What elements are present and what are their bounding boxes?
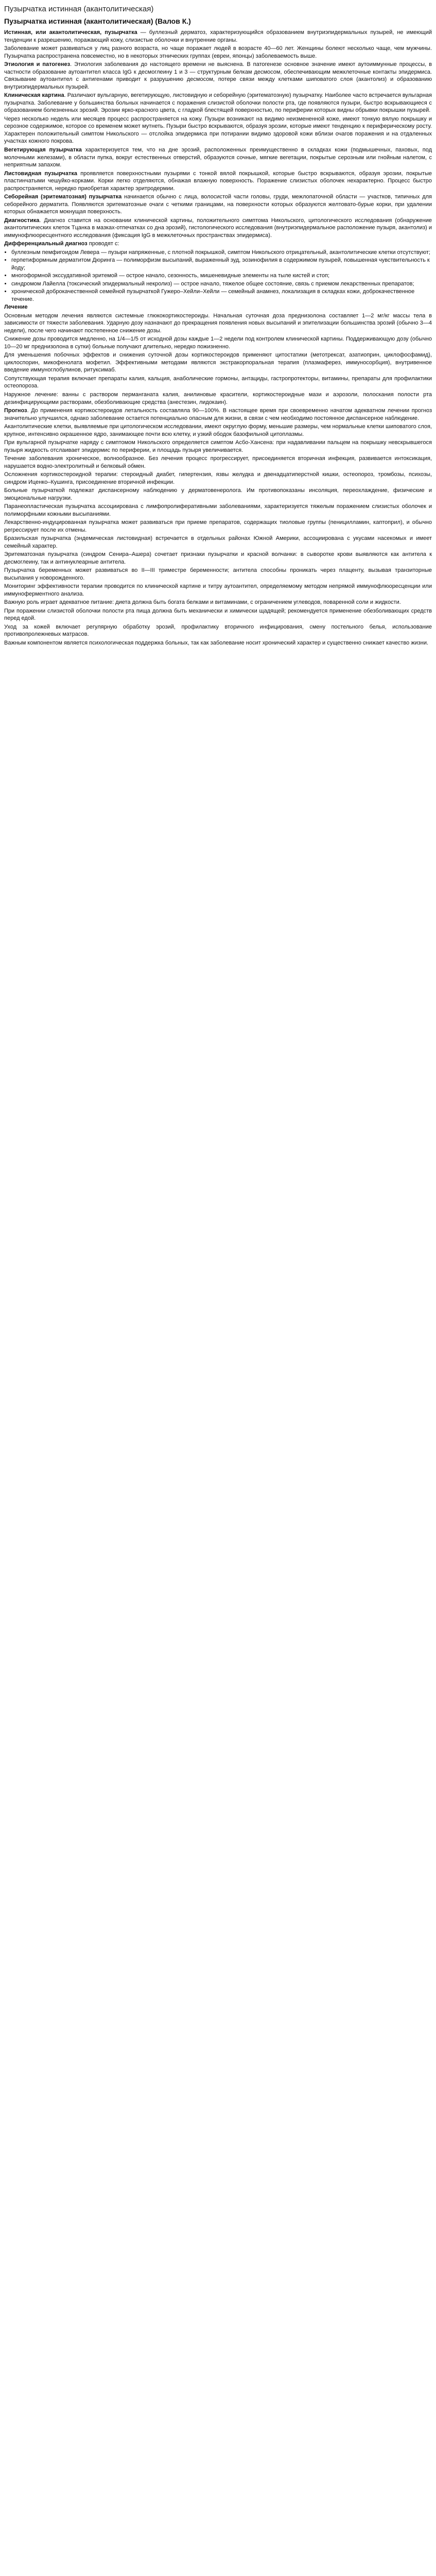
paragraph (4, 61, 432, 91)
diagnosis-heading: Диагностика (4, 217, 40, 224)
additional-paragraph: Течение заболевания хроническое, волнообразное. Без лечения процесс прогрессирует, присоединяется вторичная инфекция, развивается интоксикация, нарушается водно-электролитный и белковый обмен. (4, 455, 432, 469)
diagnosis-paragraph (4, 217, 432, 240)
document-page (0, 0, 436, 653)
paragraph-heading: Листовидная пузырчатка (4, 170, 77, 177)
additional-paragraph: Мониторинг эффективности терапии проводится по клинической картине и титру аутоантител, определяемому методом непрямой иммунофлюоресценции или иммуноферментного анализа. (4, 583, 432, 597)
additional-paragraph: Важную роль играет адекватное питание: диета должна быть богата белками и витаминами, с ограничением углеводов, поваренной соли и жидкости. (4, 599, 401, 606)
paragraph (4, 146, 432, 169)
paragraph-text: характеризуется тем, что на дне эрозий, расположенных преимущественно в складках кожи (подмышечных, паховых, под молочными железами), в области пупка, вокруг естественных отверстий, образуются сочные, мягкие вегетации, покрытые серозным или гнойным налетом, с неприятным запахом. (4, 147, 432, 168)
additional-paragraph: Паранеопластическая пузырчатка ассоциирована с лимфопролиферативными заболеваниями, характеризуется тяжелым поражением слизистых оболочек и полиморфными кожными высыпаниями. (4, 503, 432, 517)
additional-paragraph: Лекарственно-индуцированная пузырчатка может развиваться при приеме препаратов, содержащих тиоловые группы (пеницилламин, каптоприл), и обычно регрессирует после их отмены. (4, 519, 432, 533)
treatment-paragraph: Наружное лечение: ванны с раствором перманганата калия, анилиновые красители, кортикостероидные мази и аэрозоли, полоскания полости рта дезинфицирующими растворами, обезболивающие средства (анестезин, лидокаин). (4, 391, 432, 405)
paragraph-text: — буллезный дерматоз, характеризующийся образованием внутриэпидермальных пузырей, не имеющий тенденции к разрешению, поражающий кожу, слизистые оболочки и внутренние органы. (4, 29, 432, 43)
differential-paragraph (4, 240, 432, 248)
prognosis-text: . До применения кортикостероидов летальность составляла 90—100%. В настоящее время при своевременно начатом адекватном лечении прогноз значительно улучшился, однако заболевание остается потенциально опасным для жизни, в связи с чем необходимо постоянное диспансерное наблюдение. (4, 408, 432, 421)
additional-paragraph: Больные пузырчаткой подлежат диспансерному наблюдению у дерматовенеролога. Им противопоказаны инсоляция, переохлаждение, физические и эмоциональные нагрузки. (4, 487, 432, 501)
paragraph (4, 115, 432, 145)
differential-intro: проводят с: (87, 241, 119, 247)
paragraph-text: . Различают вульгарную, вегетирующую, листовидную и себорейную (эритематозную) пузырчатку. Наиболее часто встречается вульгарная пузырчатка. Заболевание у большинства больных начинается с поражения слизистой оболочки полости рта, где появляются пузыри, быстро вскрывающиеся с образованием болезненных эрозий. Эрозии ярко-красного цвета, с гладкой блестящей поверхностью, по периферии которых видны обрывки покрышки пузырей. (4, 92, 432, 114)
differential-list (4, 249, 432, 303)
list-item: • синдромом Лайелла (токсический эпидермальный некролиз) — острое начало, тяжелое общее состояние, связь с приемом лекарственных препаратов; (11, 280, 432, 288)
document-heading: Пузырчатка истинная (акантолитическая) (Валов К.) (4, 16, 191, 25)
list-item: • многоформной экссудативной эритемой — острое начало, сезонность, мишеневидные элементы на тыле кистей и стоп; (11, 272, 432, 280)
paragraph (4, 29, 432, 44)
additional-paragraph: При вульгарной пузырчатке наряду с симптомом Никольского определяется симптом Асбо-Хансена: при надавливании пальцем на покрышку невскрывшегося пузыря жидкость отслаивает эпидермис по периферии, и площадь пузыря увеличивается. (4, 439, 432, 453)
additional-paragraph: Эритематозная пузырчатка (синдром Сенира–Ашера) сочетает признаки пузырчатки и красной волчанки: в сыворотке крови выявляются как антитела к десмоглеину, так и антинуклеарные антитела. (4, 551, 432, 565)
additional-paragraph: При поражении слизистой оболочки полости рта пища должна быть механически и химически щадящей; рекомендуется применение обезболивающих средств перед едой. (4, 607, 432, 622)
list-item: • буллезным пемфигоидом Левера — пузыри напряженные, с плотной покрышкой, симптом Никольского отрицательный, акантолитические клетки отсутствуют; (11, 249, 432, 257)
additional-paragraph: Пузырчатка беременных может развиваться во II—III триместре беременности; антитела способны проникать через плаценту, вызывая транзиторные высыпания у новорожденного. (4, 567, 432, 581)
list-item: • герпетиформным дерматитом Дюринга — полиморфизм высыпаний, выраженный зуд, эозинофилия в содержимом пузырей, повышенная чувствительность к йоду; (11, 257, 432, 272)
additional-section (4, 423, 432, 647)
paragraph-text: Заболевание может развиваться у лиц разного возраста, но чаще поражает людей в возрасте 40—60 лет. Женщины болеют несколько чаще, чем мужчины. Пузырчатка распространена повсеместно, но в некоторых этнических группах (евреи, японцы) заболеваемость выше. (4, 45, 432, 59)
paragraph-heading: Клиническая картина (4, 92, 64, 99)
document-title: Пузырчатка истинная (акантолитическая) (4, 5, 154, 13)
treatment-paragraph: Снижение дозы проводится медленно, на 1/4—1/5 от исходной дозы каждые 1—2 недели под контролем клинической картины. Поддерживающую дозу (обычно 10—20 мг преднизолона в сутки) больные получают длительно, нередко пожизненно. (4, 336, 432, 350)
diagnosis-text: . Диагноз ставится на основании клинической картины, положительного симптома Никольского, цитологического исследования (обнаружение акантолитических клеток Тцанка в мазках-отпечатках со дна эрозий), гистологического исследования (внутриэпидермальное расположение пузыря, акантолиз) и иммунофлюоресцентного исследования (фиксация IgG в межклеточных пространствах эпидермиса). (4, 217, 432, 239)
differential-heading: Дифференциальный диагноз (4, 241, 88, 247)
paragraph (4, 170, 432, 193)
paragraph-text: Через несколько недель или месяцев процесс распространяется на кожу. Пузыри возникают на видимо неизмененной коже, имеют тонкую вялую покрышку и серозное содержимое, которое со временем может мутнеть. Пузыри быстро вскрываются, образуя эрозии, которые имеют тенденцию к периферическому росту. Характерен положительный симптом Никольского — отслойка эпидермиса при потирании видимо здоровой кожи вблизи очагов поражения и на отдаленных участках кожного покрова. (4, 115, 432, 145)
treatment-heading-paragraph (4, 303, 432, 311)
additional-paragraph: Важным компонентом является психологическая поддержка больных, так как заболевание носит хронический характер и существенно снижает качество жизни. (4, 639, 429, 646)
treatment-section (4, 312, 432, 406)
list-item: • хронической доброкачественной семейной пузырчаткой Гужеро–Хейли–Хейли — семейный анамнез, локализация в складках кожи, доброкачественное течение. (11, 288, 432, 303)
paragraph-heading: Этиология и патогенез (4, 61, 71, 68)
additional-paragraph: Акантолитические клетки, выявляемые при цитологическом исследовании, имеют округлую форму, меньшие размеры, чем нормальные клетки шиповатого слоя, крупное, интенсивно окрашенное ядро, занимающее почти всю клетку, и узкий ободок базофильной цитоплазмы. (4, 423, 432, 437)
paragraph (4, 45, 432, 60)
treatment-paragraph: Для уменьшения побочных эффектов и снижения суточной дозы кортикостероидов применяют цитостатики (метотрексат, азатиоприн, циклофосфамид), циклоспорин, микофенолата мофетил. Эффективными методами являются экстракорпоральная терапия (плазмаферез, иммуносорбция), внутривенное введение иммуноглобулинов, ритуксимаб. (4, 352, 432, 374)
prognosis-heading: Прогноз (4, 408, 27, 414)
intro-section (4, 29, 432, 215)
paragraph-text: начинается обычно с лица, волосистой части головы, груди, межлопаточной области — участков, типичных для себорейного дерматита. Появляются эритематозные очаги с четкими границами, на поверхности которых образуются желтовато-бурые корки, при удалении которых обнажается мокнущая поверхность. (4, 194, 432, 215)
prognosis-paragraph (4, 407, 432, 422)
additional-paragraph: Бразильская пузырчатка (эндемическая листовидная) встречается в отдельных районах Южной Америки, ассоциирована с укусами насекомых и имеет семейный характер. (4, 535, 432, 549)
paragraph-text: проявляется поверхностными пузырями с тонкой вялой покрышкой, которые быстро вскрываются, образуя эрозии, покрытые пластинчатыми чешуйко-корками. Корки легко отделяются, обнажая влажную поверхность. Поражение слизистых оболочек нехарактерно. Процесс быстро распространяется, нередко приобретая характер эритродермии. (4, 170, 432, 192)
additional-paragraph: Уход за кожей включает регулярную обработку эрозий, профилактику вторичного инфицирования, смену постельного белья, использование противопролежневых матрасов. (4, 623, 432, 638)
treatment-paragraph: Основным методом лечения являются системные глюкокортикостероиды. Начальная суточная доза преднизолона составляет 1—2 мг/кг массы тела в зависимости от тяжести заболевания. Ударную дозу назначают до прекращения появления новых высыпаний и эпителизации большинства эрозий (обычно 3—4 недели), после чего начинают постепенное снижение дозы. (4, 312, 432, 334)
additional-paragraph: Осложнения кортикостероидной терапии: стероидный диабет, гипертензия, язвы желудка и двенадцатиперстной кишки, остеопороз, тромбозы, психозы, синдром Иценко–Кушинга, присоединение вторичной инфекции. (4, 471, 432, 485)
paragraph-heading: Вегетирующая пузырчатка (4, 147, 82, 153)
treatment-paragraph: Сопутствующая терапия включает препараты калия, кальция, анаболические гормоны, антациды, гастропротекторы, витамины, препараты для профилактики остеопороза. (4, 375, 432, 389)
paragraph (4, 92, 432, 114)
treatment-heading: Лечение (4, 304, 28, 311)
paragraph (4, 193, 432, 216)
paragraph-text: . Этиология заболевания до настоящего времени не выяснена. В патогенезе основное значение имеют аутоиммунные процессы, в частности образование аутоантител класса IgG к десмоглеину 1 и 3 — структурным белкам десмосом, обеспечивающим межклеточные контакты эпидермиса. Связывание аутоантител с антигенами приводит к разрушению десмосом, потере связи между клетками шиповатого слоя (акантолиз) и образованию внутриэпидермальных пузырей. (4, 61, 432, 90)
paragraph-heading: Истинная, или акантолитическая, пузырчатка (4, 29, 137, 36)
paragraph-heading: Себорейная (эритематозная) пузырчатка (4, 194, 122, 200)
